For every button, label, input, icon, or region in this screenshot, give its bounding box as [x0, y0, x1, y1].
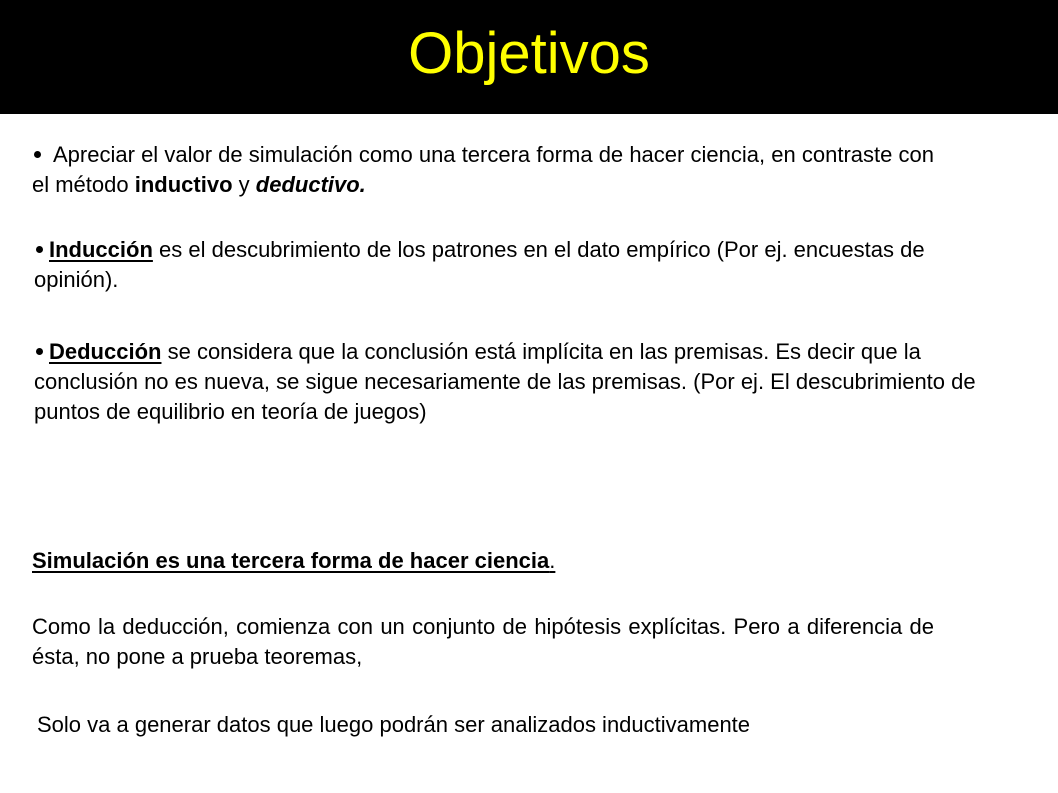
objective-conjunction: y — [238, 172, 250, 197]
simulacion-heading-period: . — [549, 548, 556, 573]
bullet-icon — [36, 348, 43, 355]
induccion-bullet — [34, 235, 1004, 295]
deduccion-text: se considera que la conclusión está implícita en las premisas. Es decir que la conclusión no es nueva, se sigue necesariamente de las premisas. (Por ej. El descubrimiento de puntos de equilibrio en teoría de juegos) — [34, 339, 976, 424]
induccion-term: Inducción — [49, 237, 153, 262]
deduccion-bullet — [34, 337, 1004, 427]
simulacion-paragraph-2-text: Solo va a generar datos que luego podrán ser analizados inductivamente — [37, 712, 751, 737]
objective-text: Apreciar el valor de simulación como una tercera forma de hacer ciencia, en contraste con el método — [32, 142, 934, 197]
simulacion-paragraph-1-text: Como la deducción, comienza con un conjunto de hipótesis explícitas. Pero a diferencia de ésta, no pone a prueba teoremas, — [32, 614, 934, 669]
simulacion-heading: Simulación es una tercera forma de hacer ciencia — [32, 548, 550, 573]
bullet-icon — [34, 151, 41, 158]
simulacion-paragraph-1 — [32, 612, 934, 672]
induccion-text: es el descubrimiento de los patrones en el dato empírico (Por ej. encuestas de opinión). — [34, 237, 925, 292]
objective-bullet — [32, 140, 934, 200]
simulacion-heading-block — [32, 546, 932, 576]
page-title: Objetivos — [408, 21, 650, 86]
bullet-icon — [36, 246, 43, 253]
objective-bold-word: inductivo — [134, 172, 233, 197]
objective-bold-italic-word: deductivo. — [255, 172, 366, 197]
title-bar — [0, 0, 1058, 114]
deduccion-term: Deducción — [49, 339, 162, 364]
simulacion-paragraph-2 — [32, 710, 934, 740]
